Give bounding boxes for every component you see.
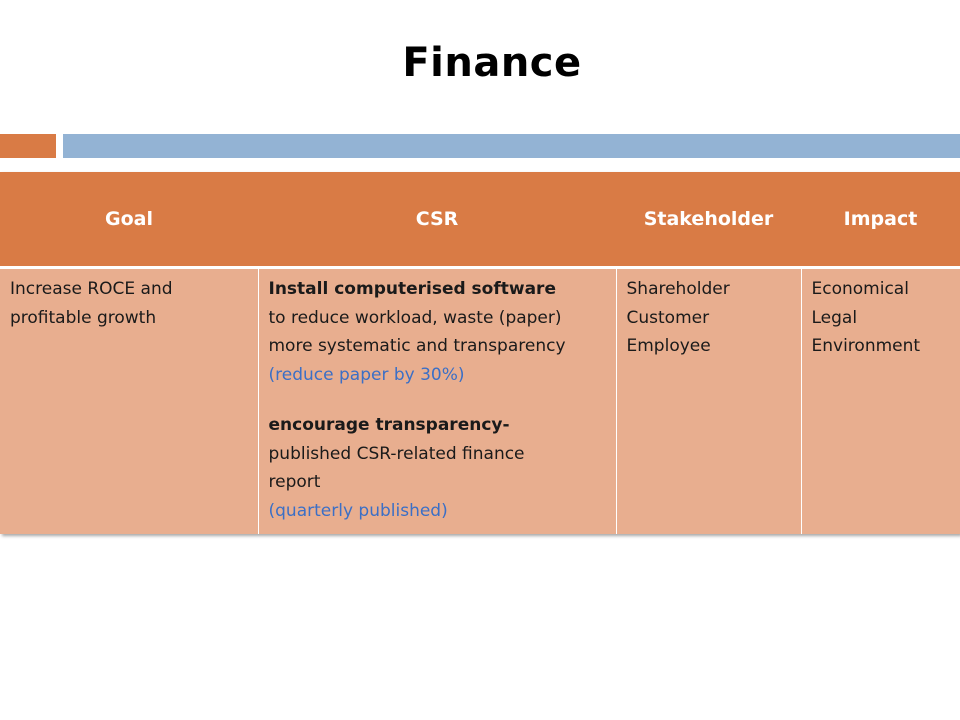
impact-item: Environment bbox=[811, 336, 921, 356]
csr-spacer bbox=[269, 389, 606, 411]
csr-cell bbox=[258, 268, 616, 535]
header-impact: Impact bbox=[801, 172, 960, 268]
impact-item: Economical bbox=[811, 279, 909, 299]
header-csr: CSR bbox=[258, 172, 616, 268]
stakeholder-item: Employee bbox=[626, 336, 711, 356]
goal-line: Increase ROCE and bbox=[10, 279, 173, 299]
csr-heading: encourage transparency- bbox=[268, 415, 510, 435]
csr-line: more systematic and transparency bbox=[268, 336, 566, 356]
csr-note: (quarterly published) bbox=[268, 500, 448, 521]
accent-bar-blue bbox=[63, 134, 960, 158]
impact-item: Legal bbox=[811, 307, 858, 328]
csr-heading: Install computerised software bbox=[268, 279, 556, 299]
header-stakeholder: Stakeholder bbox=[616, 172, 801, 268]
csr-line: published CSR-related finance bbox=[268, 443, 525, 464]
stakeholder-cell bbox=[616, 268, 801, 535]
csr-line: to reduce workload, waste (paper) bbox=[268, 307, 562, 328]
slide-title: Finance bbox=[402, 40, 582, 86]
csr-line: report bbox=[268, 472, 321, 492]
accent-bar-orange bbox=[0, 134, 56, 158]
goal-line: profitable growth bbox=[10, 307, 157, 328]
table-header-row bbox=[0, 172, 960, 268]
impact-cell bbox=[801, 268, 960, 535]
stakeholder-item: Customer bbox=[626, 307, 710, 328]
finance-table bbox=[0, 172, 960, 534]
csr-note: (reduce paper by 30%) bbox=[268, 364, 465, 385]
table-row bbox=[0, 268, 960, 535]
header-goal: Goal bbox=[0, 172, 258, 268]
goal-cell bbox=[0, 268, 258, 535]
stakeholder-item: Shareholder bbox=[626, 279, 730, 299]
